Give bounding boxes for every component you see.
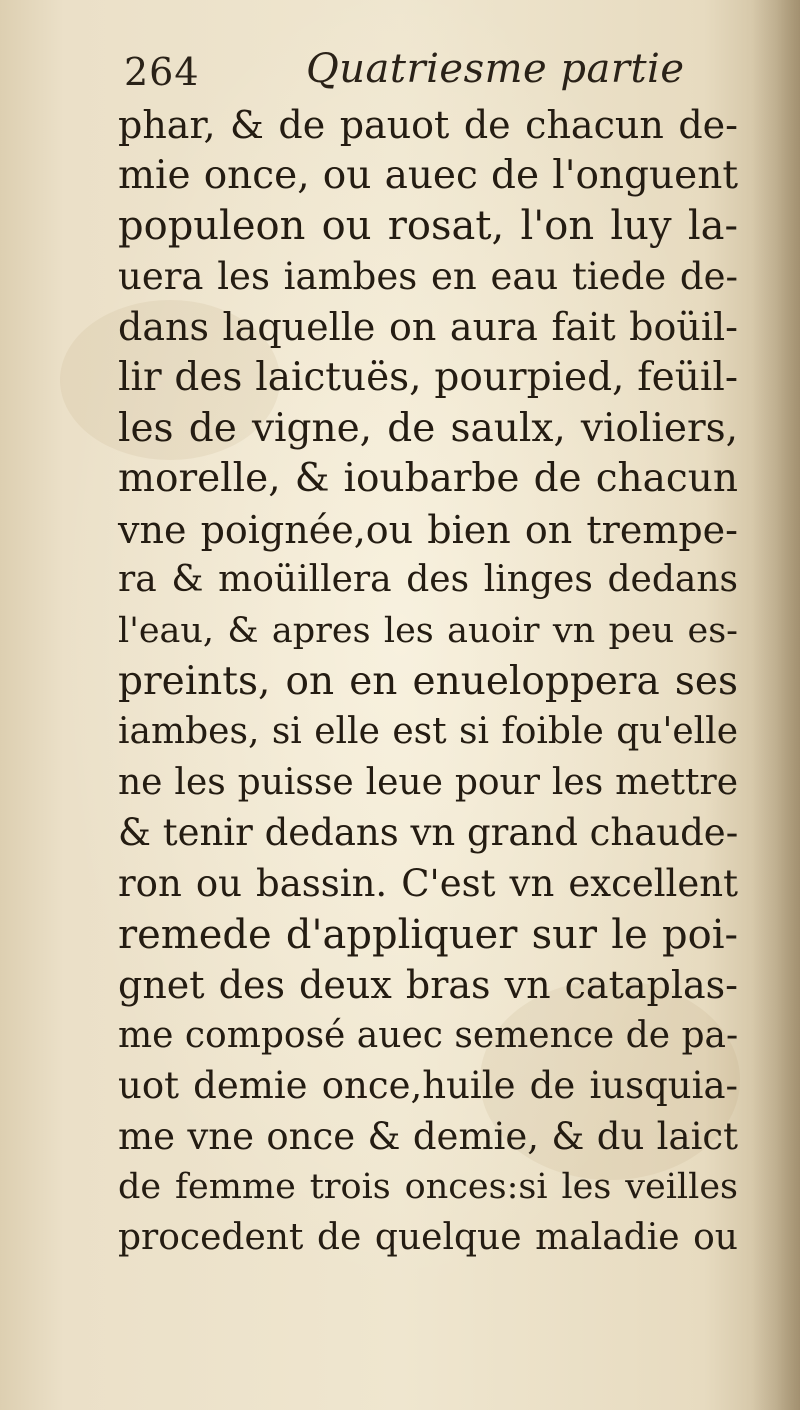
page-header xyxy=(120,44,720,104)
running-head: Quatriesme partie xyxy=(306,46,685,92)
page-gutter-shadow xyxy=(752,0,800,1410)
text-line: uera les iambes en eau tiede de- xyxy=(118,254,738,298)
text-line: ne les puisse leue pour les mettre xyxy=(118,761,738,803)
text-line: phar, & de pauot de chacun de- xyxy=(118,103,738,147)
text-line: ron ou bassin. C'est vn excellent xyxy=(118,861,738,905)
text-line: remede d'appliquer sur le poi- xyxy=(118,911,738,958)
page-number: 264 xyxy=(124,50,200,94)
text-line: mie once, ou auec de l'onguent xyxy=(118,152,738,198)
text-line: ra & moüillera des linges dedans xyxy=(118,559,738,601)
text-line: les de vigne, de saulx, violiers, xyxy=(118,405,738,451)
text-line: morelle, & ioubarbe de chacun xyxy=(118,456,738,502)
text-line: uot demie once,huile de iusquia- xyxy=(118,1064,738,1108)
text-line: de femme trois onces:si les veilles xyxy=(118,1167,738,1208)
text-line: me composé auec semence de pa- xyxy=(118,1014,739,1056)
text-line: dans laquelle on aura fait boüil- xyxy=(118,305,738,350)
text-line: vne poignée,ou bien on trempe- xyxy=(118,507,738,552)
text-line: preints, on en enueloppera ses xyxy=(118,658,738,704)
text-line: me vne once & demie, & du laict xyxy=(118,1114,738,1158)
text-line: l'eau, & apres les auoir vn peu es- xyxy=(118,610,738,651)
text-line: procedent de quelque maladie ou xyxy=(118,1217,738,1259)
body-text xyxy=(118,100,738,1264)
text-line: gnet des deux bras vn cataplas- xyxy=(118,963,738,1008)
text-line: & tenir dedans vn grand chaude- xyxy=(118,811,739,855)
text-line: iambes, si elle est si foible qu'elle xyxy=(118,711,738,753)
text-line: populeon ou rosat, l'on luy la- xyxy=(118,203,738,250)
text-line: lir des laictuës, pourpied, feüil- xyxy=(118,354,738,400)
